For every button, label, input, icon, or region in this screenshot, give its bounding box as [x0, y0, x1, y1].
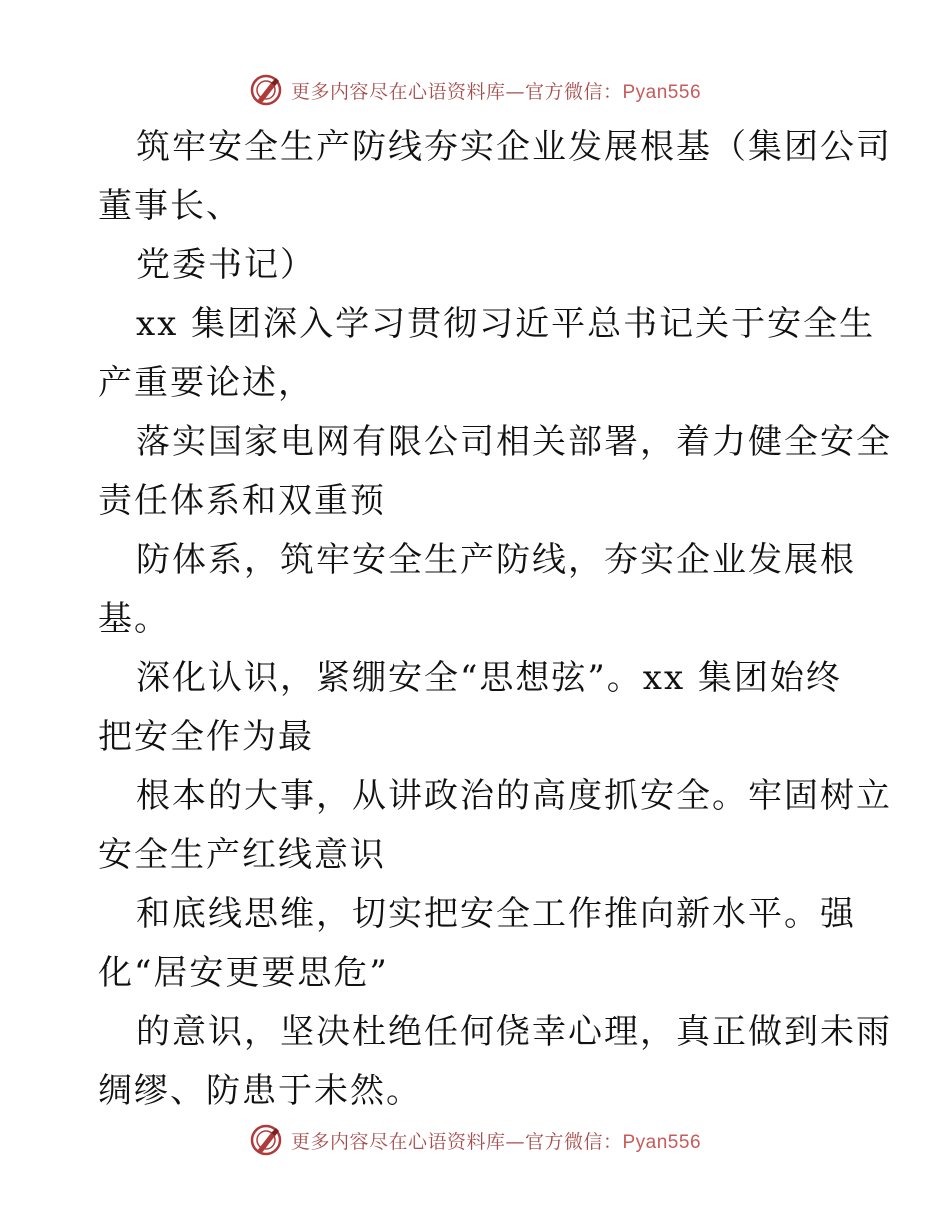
- footer-wechat-id: Pyan556: [622, 1131, 702, 1153]
- text-line: 化“居安更要思危”: [98, 953, 389, 993]
- header-watermark-text: 更多内容尽在心语资料库—官方微信：Pyan556: [290, 80, 702, 103]
- text-line: 和底线思维，切实把安全工作推向新水平。强: [136, 894, 856, 934]
- pen-logo-icon: [249, 1123, 283, 1157]
- text-line: 绸缪、防患于未然。: [98, 1071, 422, 1111]
- text-line: 深化认识，紧绷安全“思想弦”。xx 集团始终: [136, 658, 842, 698]
- header-wechat-id: Pyan556: [622, 81, 702, 103]
- pen-logo-icon: [249, 73, 283, 107]
- text-line: 筑牢安全生产防线夯实企业发展根基（集团公司: [136, 127, 892, 167]
- footer-watermark-banner: [0, 1120, 950, 1160]
- text-line: 产重要论述，: [98, 363, 314, 403]
- text-line: xx 集团深入学习贯彻习近平总书记关于安全生: [136, 304, 876, 344]
- text-line: 董事长、: [98, 186, 242, 226]
- text-line: 基。: [98, 599, 170, 639]
- text-line: 党委书记）: [136, 245, 316, 285]
- text-line: 落实国家电网有限公司相关部署，着力健全安全: [136, 422, 892, 462]
- text-line: 责任体系和双重预: [98, 481, 386, 521]
- footer-watermark-text: 更多内容尽在心语资料库—官方微信：Pyan556: [290, 1130, 702, 1153]
- document-body: [98, 118, 892, 1121]
- text-line: 安全生产红线意识: [98, 835, 386, 875]
- text-line: 把安全作为最: [98, 717, 314, 757]
- text-line: 的意识，坚决杜绝任何侥幸心理，真正做到未雨: [136, 1012, 892, 1052]
- text-line: 根本的大事，从讲政治的高度抓安全。牢固树立: [136, 776, 892, 816]
- text-line: 防体系，筑牢安全生产防线，夯实企业发展根: [136, 540, 856, 580]
- header-watermark-banner: [0, 70, 950, 110]
